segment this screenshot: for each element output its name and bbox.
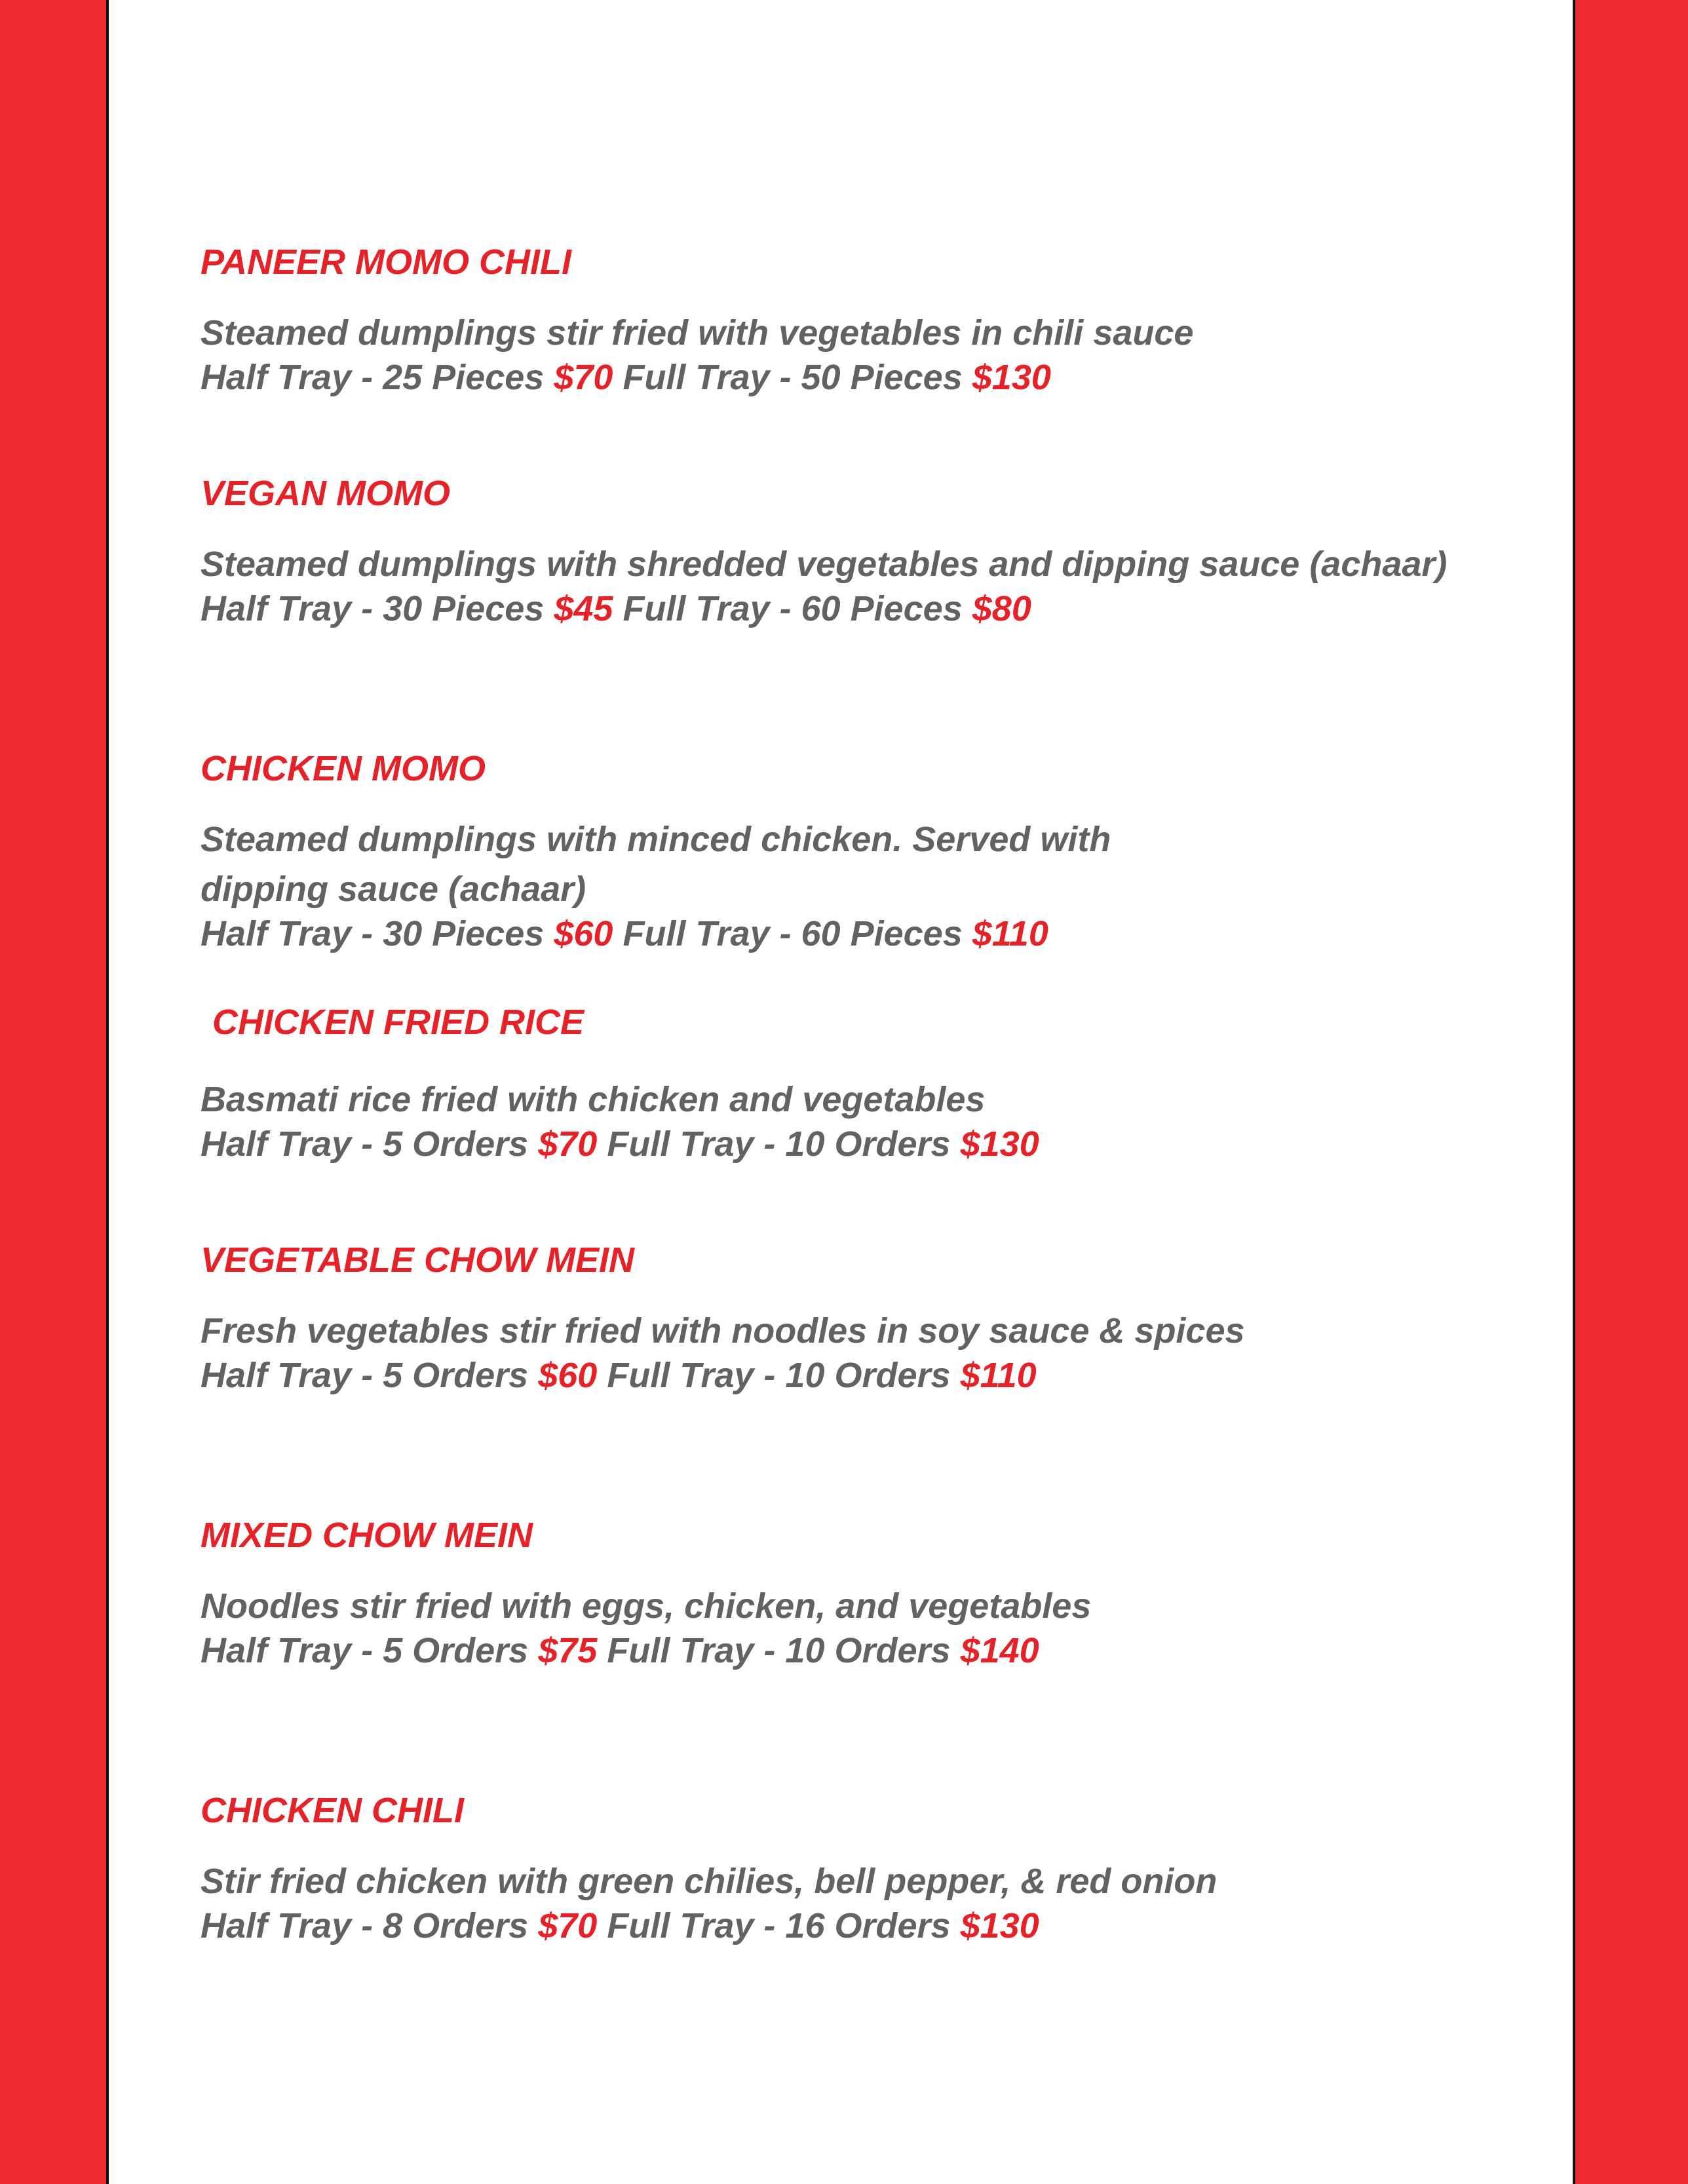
item-title: MIXED CHOW MEIN xyxy=(201,1516,533,1555)
full-tray-price: $140 xyxy=(960,1631,1039,1670)
item-description: Stir fried chicken with green chilies, bell pepper, & red onion xyxy=(201,1862,1218,1901)
item-title: PANEER MOMO CHILI xyxy=(201,242,571,282)
full-tray-label: Full Tray - 50 Pieces xyxy=(623,358,963,397)
full-tray-price: $130 xyxy=(972,358,1051,397)
half-tray-label: Half Tray - 5 Orders xyxy=(201,1631,529,1670)
menu-item xyxy=(201,472,1590,631)
full-tray-price: $80 xyxy=(972,589,1031,628)
full-tray-label: Full Tray - 10 Orders xyxy=(607,1631,951,1670)
half-tray-label: Half Tray - 30 Pieces xyxy=(201,914,545,953)
full-tray-label: Full Tray - 60 Pieces xyxy=(623,589,963,628)
menu-item xyxy=(201,241,1590,400)
item-description: Steamed dumplings with shredded vegetables and dipping sauce (achaar) xyxy=(201,545,1448,584)
full-tray-label: Full Tray - 16 Orders xyxy=(607,1906,951,1945)
full-tray-label: Full Tray - 60 Pieces xyxy=(623,914,963,953)
item-pricing xyxy=(201,1904,1590,1948)
half-tray-label: Half Tray - 25 Pieces xyxy=(201,358,545,397)
menu-item xyxy=(201,748,1590,956)
menu-item xyxy=(201,1514,1590,1673)
half-tray-price: $60 xyxy=(538,1356,598,1395)
item-title: CHICKEN FRIED RICE xyxy=(212,1003,585,1042)
menu-item xyxy=(201,1239,1590,1398)
half-tray-label: Half Tray - 5 Orders xyxy=(201,1124,529,1164)
half-tray-price: $70 xyxy=(554,358,613,397)
half-tray-label: Half Tray - 30 Pieces xyxy=(201,589,545,628)
half-tray-label: Half Tray - 8 Orders xyxy=(201,1906,529,1945)
item-title: VEGAN MOMO xyxy=(201,474,451,513)
half-tray-price: $45 xyxy=(554,589,613,628)
item-description: Steamed dumplings stir fried with vegetables in chili sauce xyxy=(201,313,1194,353)
item-pricing xyxy=(201,911,1590,956)
full-tray-label: Full Tray - 10 Orders xyxy=(607,1356,951,1395)
item-pricing xyxy=(201,1628,1590,1673)
item-description-line-2: dipping sauce (achaar) xyxy=(201,870,586,909)
item-description: Steamed dumplings with minced chicken. Served with xyxy=(201,820,1111,859)
half-tray-label: Half Tray - 5 Orders xyxy=(201,1356,529,1395)
menu-item xyxy=(201,1790,1590,1948)
item-pricing xyxy=(201,1122,1590,1166)
menu-item xyxy=(201,1001,1590,1166)
full-tray-price: $130 xyxy=(960,1124,1039,1164)
item-pricing xyxy=(201,586,1590,631)
item-pricing xyxy=(201,1353,1590,1398)
item-title: VEGETABLE CHOW MEIN xyxy=(201,1240,635,1280)
item-description: Noodles stir fried with eggs, chicken, and vegetables xyxy=(201,1586,1092,1626)
full-tray-price: $130 xyxy=(960,1906,1039,1945)
item-title: CHICKEN CHILI xyxy=(201,1791,464,1830)
half-tray-price: $60 xyxy=(554,914,613,953)
full-tray-label: Full Tray - 10 Orders xyxy=(607,1124,951,1164)
item-title: CHICKEN MOMO xyxy=(201,749,486,788)
item-pricing xyxy=(201,355,1590,400)
item-description: Basmati rice fried with chicken and vegetables xyxy=(201,1080,986,1119)
item-description: Fresh vegetables stir fried with noodles in soy sauce & spices xyxy=(201,1311,1245,1351)
half-tray-price: $75 xyxy=(538,1631,598,1670)
half-tray-price: $70 xyxy=(538,1124,598,1164)
left-red-border xyxy=(0,0,109,2184)
right-red-border xyxy=(1573,0,1688,2184)
full-tray-price: $110 xyxy=(972,914,1048,953)
half-tray-price: $70 xyxy=(538,1906,598,1945)
full-tray-price: $110 xyxy=(960,1356,1037,1395)
